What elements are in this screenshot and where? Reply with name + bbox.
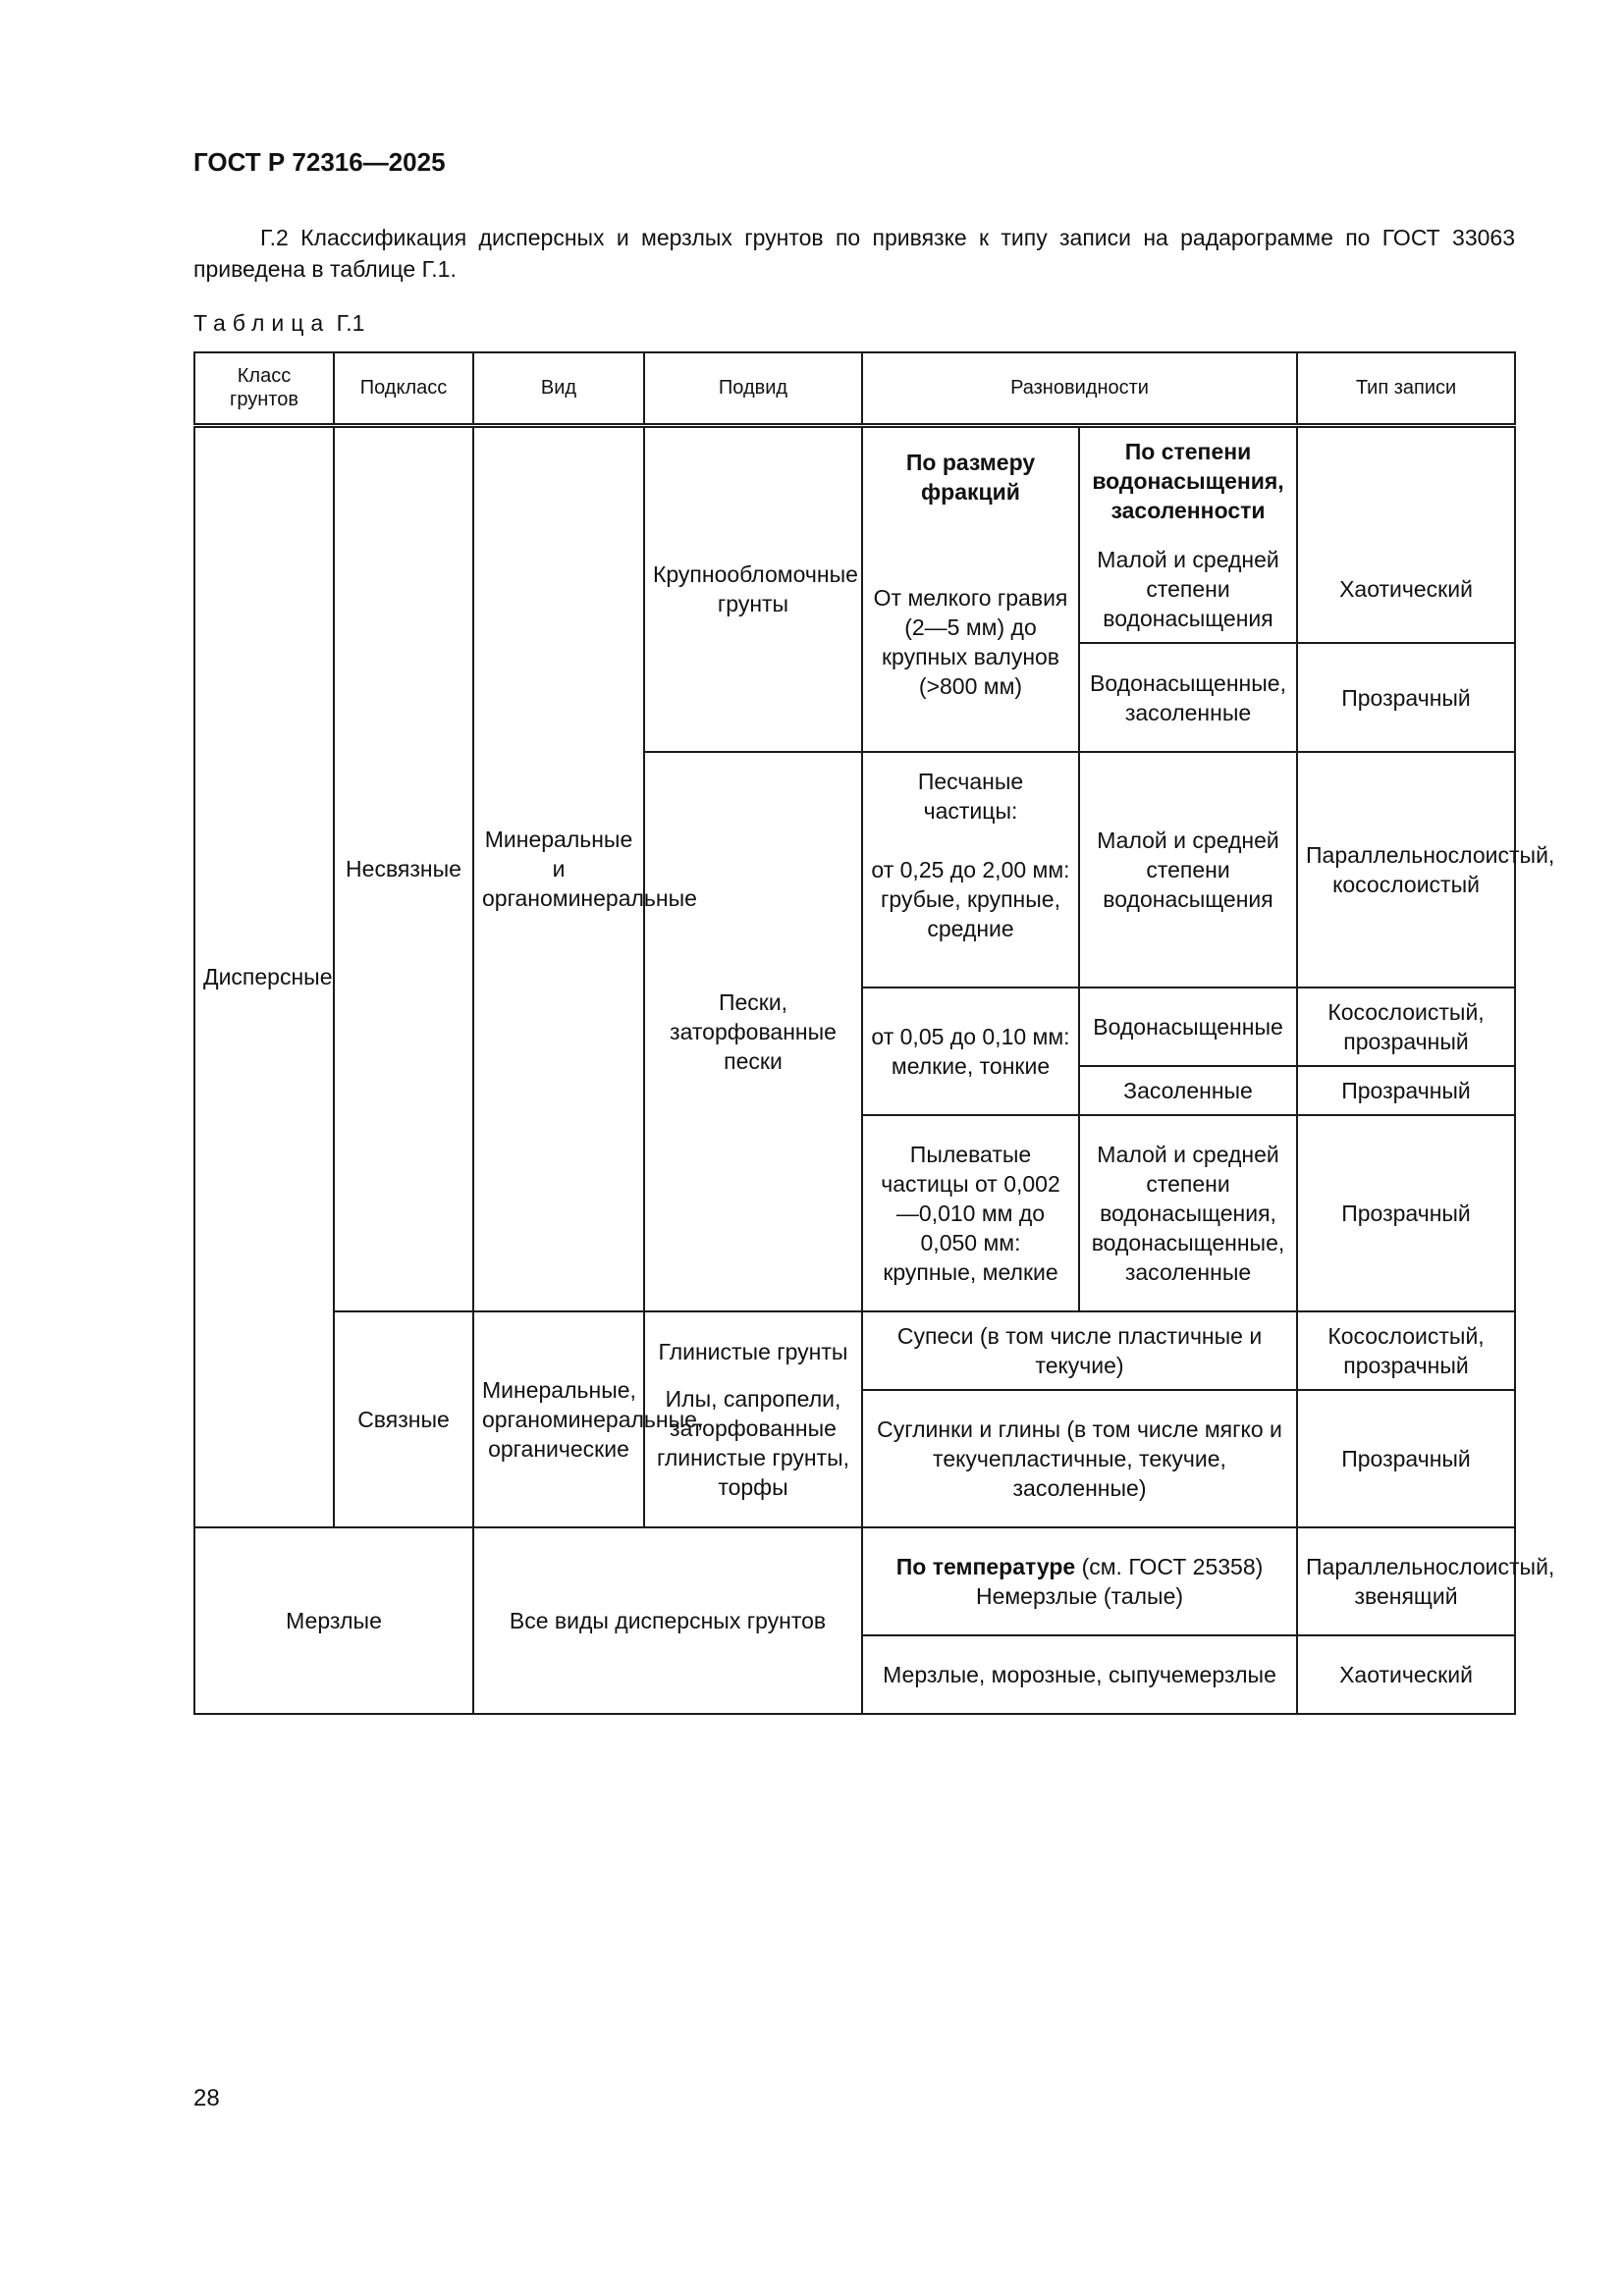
cell-silt-type: Прозрачный [1297,1115,1515,1311]
cell-temperature [862,1527,1297,1635]
coarse-fraction-text: От мелкого гравия (2—5 мм) до крупных валунов (>800 мм) [873,584,1068,699]
temp-ref: (см. ГОСТ 25358) [1081,1554,1264,1579]
classification-table [193,351,1555,1715]
cell-sand-type-salted: Прозрачный [1297,1066,1515,1115]
cell-sand-type-low: Параллельнослоистый, косослоистый [1297,752,1515,988]
cell-loam-clay-type: Прозрачный [1297,1390,1515,1527]
cell-empty [1297,425,1515,535]
table-header-row [194,352,1515,425]
header-subtype: Подвид [644,352,862,425]
cell-subtype-clay-silts [644,1311,862,1527]
cell-sandy-loam: Супеси (в том числе пластичные и текучие) [862,1311,1297,1390]
spacer [653,1366,853,1384]
table-caption-number: Г.1 [336,310,365,336]
table-row [194,425,1515,535]
cell-loam-clay: Суглинки и глины (в том числе мягко и текучепластичные, текучие, засоленные) [862,1390,1297,1527]
cell-sand-fine: от 0,05 до 0,10 мм: мелкие, тонкие [862,988,1079,1115]
cell-type-mineral-organic: Минеральные, органоминеральные, органические [473,1311,644,1527]
document-header: ГОСТ Р 72316—2025 [193,147,446,177]
cell-sand-salted: Засоленные [1079,1066,1297,1115]
cell-frozen-types: Все виды дисперсных грунтов [473,1527,862,1714]
cell-coarse-type-high: Прозрачный [1297,643,1515,752]
cell-class-dispersed: Дисперсные [194,425,334,1527]
cell-silt-saturation: Малой и средней степени водонасыщения, водонасыщенные, засоленные [1079,1115,1297,1311]
subtype-clay: Глинистые грунты [658,1339,848,1364]
cell-sand-type-high: Косослоистый, прозрачный [1297,988,1515,1066]
subheader-size: По размеру фракций [905,449,1036,505]
sand-coarse-fraction: от 0,25 до 2,00 мм: грубые, крупные, средние [871,857,1070,941]
cell-sandy-loam-type: Косослоистый, прозрачный [1297,1311,1515,1390]
header-type: Вид [473,352,644,425]
cell-class-frozen: Мерзлые [194,1527,473,1714]
cell-subtype-sands: Пески, заторфованные пески [644,752,862,1311]
cell-silt-fraction: Пылеватые частицы от 0,002—0,010 мм до 0,050 мм: крупные, мелкие [862,1115,1079,1311]
header-subclass: Подкласс [334,352,473,425]
header-class: Класс грунтов [194,352,334,425]
spacer [871,826,1070,855]
cell-coarse-fraction [862,425,1079,752]
cell-type-mineral: Минеральные и органоминеральные [473,425,644,1311]
cell-coarse-sat-low: Малой и средней степени водонасыщения [1079,535,1297,643]
sand-particles-label: Песчаные частицы: [917,769,1024,824]
cell-sand-coarse [862,752,1079,988]
cell-subclass-incoherent: Несвязные [334,425,473,1311]
table-caption [193,310,364,337]
classification-table-wrapper [193,351,1555,1715]
cell-sand-sat-high: Водонасыщенные [1079,988,1297,1066]
cell-subclass-coherent: Связные [334,1311,473,1527]
cell-unfrozen-type: Параллельнослоистый, звенящий [1297,1527,1515,1635]
cell-coarse-type-low: Хаотический [1297,535,1515,643]
header-varieties: Разновидности [862,352,1297,425]
subheader-saturation: По степени водонасыщения, засоленности [1079,425,1297,535]
spacer [871,507,1070,583]
temp-label: По температуре [895,1554,1076,1579]
table-row [194,1527,1515,1635]
cell-sand-sat-low: Малой и средней степени водонасыщения [1079,752,1297,988]
intro-paragraph: Г.2 Классификация дисперсных и мерзлых грунтов по привязке к типу записи на радарограмме по ГОСТ 33063 приведена в таблице Г.1. [193,225,1515,282]
cell-frozen-variants: Мерзлые, морозные, сыпучемерзлые [862,1635,1297,1714]
cell-coarse-sat-high: Водонасыщенные, засоленные [1079,643,1297,752]
cell-frozen-type: Хаотический [1297,1635,1515,1714]
subtype-silts: Илы, сапропели, заторфованные глинистые грунты, торфы [656,1386,850,1500]
cell-subtype-coarse: Крупнообломочные грунты [644,425,862,752]
header-record-type: Тип записи [1297,352,1515,425]
page-number: 28 [193,2085,220,2111]
table-row [194,1311,1515,1390]
table-caption-word: Таблица [193,310,331,336]
temp-unfrozen: Немерзлые (талые) [975,1583,1184,1609]
